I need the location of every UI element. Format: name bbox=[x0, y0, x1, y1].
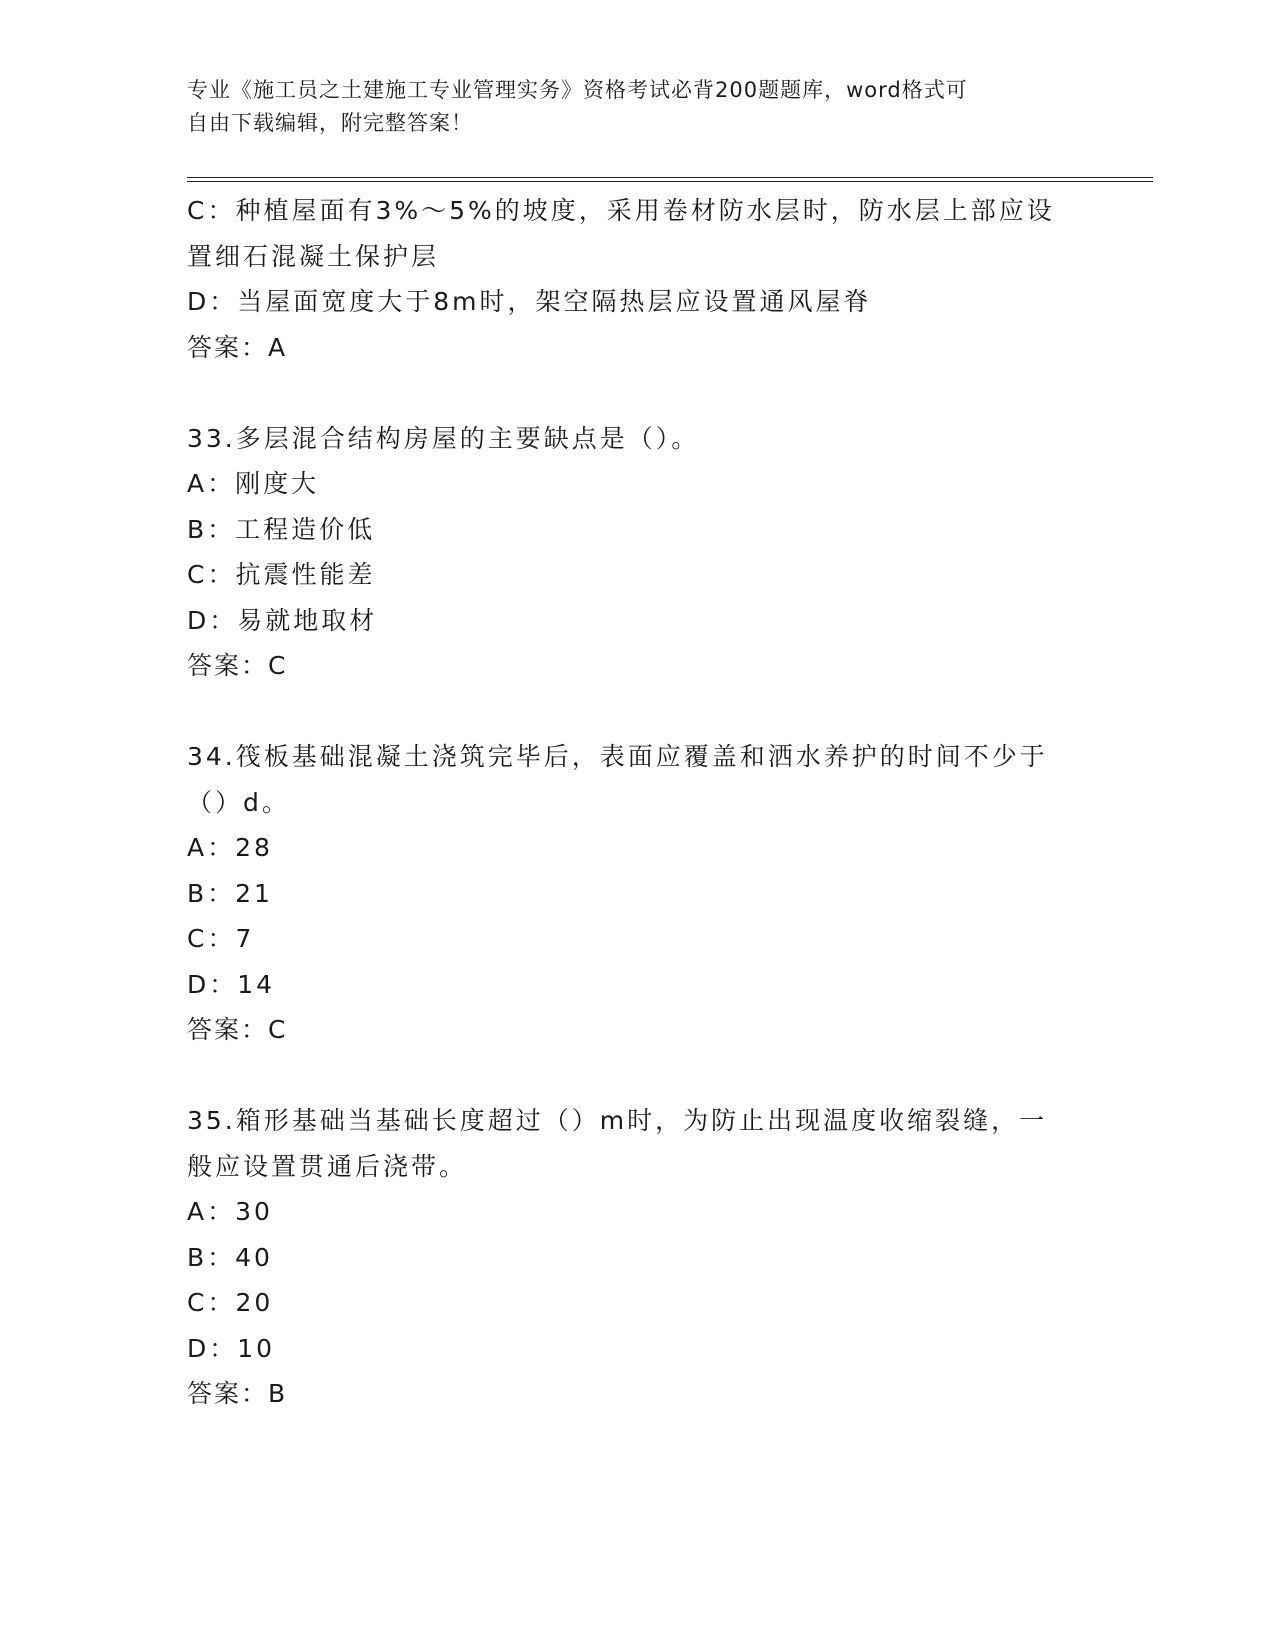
question-33 bbox=[187, 416, 1087, 689]
option-d: D：14 bbox=[187, 969, 276, 999]
document-header bbox=[187, 74, 1067, 140]
option-d: D：当屋面宽度大于8m时，架空隔热层应设置通风屋脊 bbox=[187, 287, 872, 316]
previous-question-tail bbox=[187, 188, 1087, 370]
option-c: C：抗震性能差 bbox=[187, 560, 376, 589]
question-35 bbox=[187, 1098, 1087, 1417]
question-content bbox=[187, 188, 1087, 1417]
question-34 bbox=[187, 734, 1087, 1053]
answer-line: 答案：B bbox=[187, 1379, 288, 1408]
question-stem-line: （）d。 bbox=[187, 787, 290, 817]
option-a: A：28 bbox=[187, 833, 273, 862]
option-a: A：刚度大 bbox=[187, 469, 320, 498]
question-stem-line: 33.多层混合结构房屋的主要缺点是（）。 bbox=[187, 423, 700, 453]
header-line-2: 自由下载编辑，附完整答案！ bbox=[187, 111, 473, 135]
header-line-1: 专业《施工员之土建施工专业管理实务》资格考试必背200题题库，word格式可 bbox=[187, 78, 968, 102]
option-b: B：40 bbox=[187, 1242, 273, 1272]
option-d: D：易就地取材 bbox=[187, 605, 378, 635]
option-c: C：7 bbox=[187, 924, 255, 953]
spacer bbox=[187, 370, 1087, 416]
question-stem-line: 34.筏板基础混凝土浇筑完毕后，表面应覆盖和洒水养护的时间不少于 bbox=[187, 742, 1048, 771]
header-divider-bottom bbox=[187, 181, 1153, 182]
answer-line: 答案：C bbox=[187, 1015, 288, 1044]
answer-line: 答案：A bbox=[187, 332, 288, 362]
option-a: A：30 bbox=[187, 1197, 273, 1226]
option-b: B：工程造价低 bbox=[187, 514, 376, 544]
option-d: D：10 bbox=[187, 1333, 276, 1363]
question-stem-line: 般应设置贯通后浇带。 bbox=[187, 1151, 468, 1181]
option-c-line-1: C：种植屋面有3%～5%的坡度，采用卷材防水层时，防水层上部应设 bbox=[187, 196, 1055, 225]
question-stem-line: 35.箱形基础当基础长度超过（）m时，为防止出现温度收缩裂缝，一 bbox=[187, 1106, 1048, 1135]
option-c: C：20 bbox=[187, 1288, 274, 1317]
option-b: B：21 bbox=[187, 878, 273, 908]
answer-line: 答案：C bbox=[187, 651, 288, 680]
spacer bbox=[187, 1053, 1087, 1099]
header-divider-top bbox=[187, 177, 1153, 178]
spacer bbox=[187, 689, 1087, 735]
option-c-line-2: 置细石混凝土保护层 bbox=[187, 241, 440, 271]
